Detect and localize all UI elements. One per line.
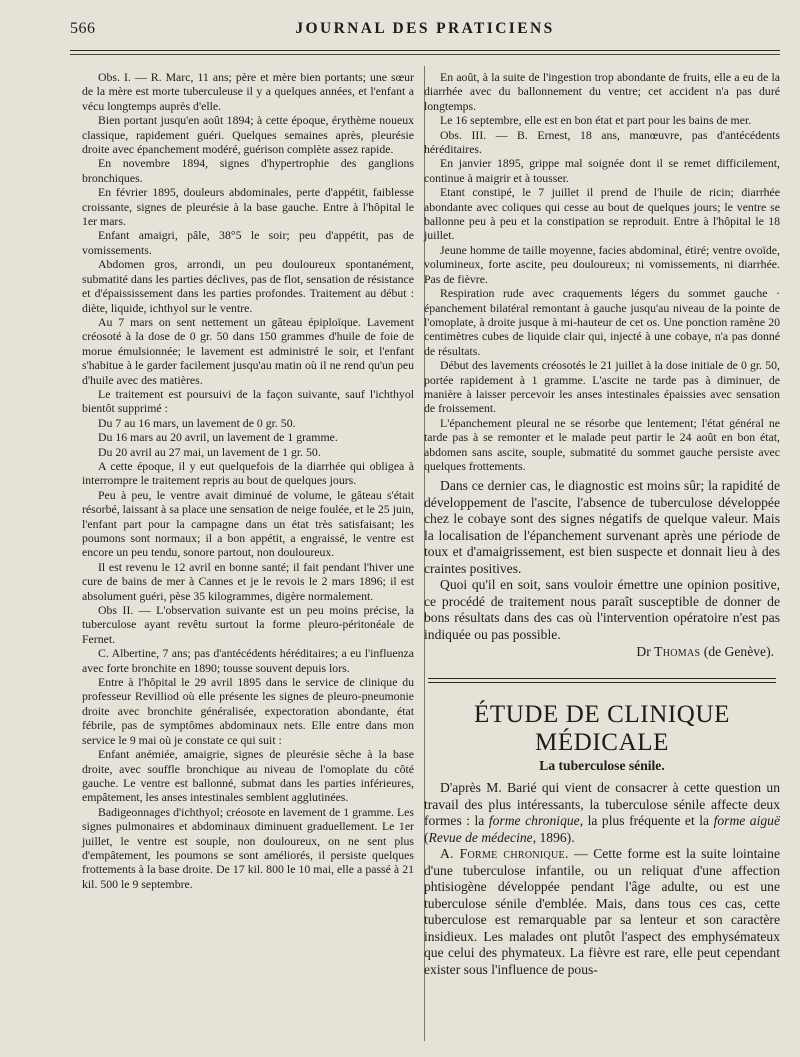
paragraph: Obs II. — L'observation suivante est un peu moins précise, la tuberculose ayant revêtu surtout la forme pleuro-péritonéale de Fernet.: [82, 603, 414, 646]
section-body: [424, 780, 780, 978]
paragraph: Obs. I. — R. Marc, 11 ans; père et mère bien portants; une sœur de la mère est morte tuberculeuse il y a quelques années, et l'enfant a vécu longtemps auprès d'elle.: [82, 70, 414, 113]
paragraph: Peu à peu, le ventre avait diminué de volume, le gâteau s'était résorbé, laissant à sa place une sensation de neige foulée, et le 25 juin, l'enfant part pour la campagne dans un état très satisfaisant; les poumons sont normaux; il a bon appétit, a engraissé, le ventre est encore un peu tendu, sonore partout, non douloureux.: [82, 487, 414, 560]
text-run: , la plus fréquente et la: [579, 813, 710, 829]
paragraph: Badigeonnages d'ichthyol; créosote en lavement de 1 gramme. Les signes pulmonaires et abdominaux diminuent graduellement. Le 1er juillet, le ventre est souple, non douloureux, on ne sent plus d'empâtement, les poumons se sont améliorés, il persiste quelques frottements à la base droite. De 17 kil. 800 le 10 mai, elle a passé à 21 kil. 500 le 9 septembre.: [82, 804, 414, 891]
conclusion: [424, 478, 780, 643]
paragraph: Du 16 mars au 20 avril, un lavement de 1 gramme.: [98, 430, 338, 445]
section-title: ÉTUDE DE CLINIQUE MÉDICALE: [474, 701, 730, 757]
subsection-label: A. Forme chronique.: [440, 846, 569, 862]
paragraph: Du 20 avril au 27 mai, un lavement de 1 gr. 50.: [98, 444, 321, 459]
paragraph: [424, 846, 780, 978]
header-rule-thin: [70, 54, 780, 55]
paragraph: En novembre 1894, signes d'hypertrophie des ganglions bronchiques.: [82, 156, 414, 185]
journal-title: JOURNAL DES PRATICIENS: [295, 20, 555, 37]
observation-continued: [424, 70, 780, 473]
paragraph: Le 16 septembre, elle est en bon état et part pour les bains de mer.: [440, 113, 752, 128]
paragraph: L'épanchement pleural ne se résorbe que lentement; l'état général ne tarde pas à se remonter et le malade peut partir le 24 août en bon état, abdomen sans ascite, souple, submatité du sommet gauche persiste avec quelques frottements.: [424, 415, 780, 473]
text-run: — Cette forme est la suite lointaine d'une tuberculose infantile, ou un reliquat d'une affection phtisiogène développée pendant l'âge adulte, ou est une tuberculose sénile d'emblée. Mais, dans tous ces cas, cette tuberculose est remarquable par sa lenteur et son caractère insidieux. Les malades ont plutôt l'aspect des emphysémateux que celui des phymateux. La fièvre est rare, elle peut cependant exister sous l'influence de pous-: [424, 846, 780, 977]
paragraph: Jeune homme de taille moyenne, facies abdominal, étiré; ventre ovoïde, volumineux, forte ascite, peu douloureux; ni vomissements, ni diarrhée. Pas de fièvre.: [424, 242, 780, 286]
text-run: D'après M. Barié qui vient de consacrer à cette question un travail des plus intéressants, la tuberculose sénile affecte deux formes : la: [424, 780, 780, 829]
section-subtitle: La tuberculose sénile.: [539, 758, 665, 774]
signature-place: (de Genève).: [703, 644, 774, 660]
header-rule: [70, 50, 780, 51]
paragraph: Enfant anémiée, amaigrie, signes de pleurésie sèche à la base droite, avec souffle bronchique au niveau de l'omoplate du côté gauche. Le ventre est ballonné, submat dans les parties inférieures, empâtement, les anses intestinales semblent agglutinées.: [82, 747, 414, 805]
paragraph: Abdomen gros, arrondi, un peu douloureux spontanément, submatité dans les parties déclives, pas de flot, sensation de résistance et d'épaississement dans les parties profondes. Traitement au début : diète, liquide, ichthyol sur le ventre.: [82, 257, 414, 315]
paragraph: Du 7 au 16 mars, un lavement de 0 gr. 50.: [98, 415, 296, 430]
paragraph: C. Albertine, 7 ans; pas d'antécédents héréditaires; a eu l'influenza avec forte bronchite en 1890; tousse souvent depuis lors.: [82, 646, 414, 675]
author-signature: [424, 643, 780, 660]
signature-prefix: Dr: [636, 644, 651, 660]
signature-name: Thomas: [654, 644, 701, 660]
paragraph: [424, 780, 780, 846]
paragraph: En février 1895, douleurs abdominales, perte d'appétit, faiblesse croissante, signes de pleurésie à la base gauche. Entre à l'hôpital le 1er mars.: [82, 185, 414, 229]
paragraph: Il est revenu le 12 avril en bonne santé; il fait pendant l'hiver une cure de bains de mer à Cannes et je le revois le 2 mars 1896; il est absolument guéri, pèse 35 kilogrammes, digère normalement.: [82, 559, 414, 603]
text-run: , 1896).: [532, 829, 575, 845]
emphasis: forme aiguë: [713, 813, 780, 829]
section-heading: [424, 678, 780, 757]
text-run: (: [424, 829, 429, 845]
paragraph: Obs. III. — B. Ernest, 18 ans, manœuvre, pas d'antécédents héréditaires.: [424, 127, 780, 157]
paragraph: Au 7 mars on sent nettement un gâteau épiploïque. Lavement créosoté à la dose de 0 gr. 50 dans 150 grammes d'huile de foie de morue émulsionnée; le lavement est administré le soir, et l'enfant s'habitue à le garder facilement jusqu'au matin où il ne rend qu'un peu d'huile avec des matières.: [82, 314, 414, 387]
paragraph: Début des lavements créosotés le 21 juillet à la dose initiale de 0 gr. 50, portée rapidement à 1 gramme. L'ascite ne tarde pas à diminuer, de manière à laisser percevoir les anses intestinales épaissies avec sensation de froissement.: [424, 358, 780, 416]
page-header: [70, 20, 780, 44]
emphasis: forme chronique: [488, 813, 580, 829]
right-column: [424, 70, 780, 978]
section-rule: [428, 678, 776, 683]
paragraph: A cette époque, il y eut quelquefois de la diarrhée qui obligea à interrompre le traitement repris au bout de quelques jours.: [82, 458, 414, 488]
emphasis: Revue de médecine: [428, 829, 533, 845]
paragraph: Le traitement est poursuivi de la façon suivante, sauf l'ichthyol bientôt supprimé :: [82, 386, 414, 416]
paragraph: Respiration rude avec craquements légers du sommet gauche · épanchement bilatéral remontant à gauche jusqu'au niveau de la pointe de l'omoplate, à droite jusque à mi-hauteur de cet os. Une ponction ramène 20 centimètres cubes de liquide clair qui, injecté à une cobaye, n'a pas donné de résultats.: [424, 286, 780, 358]
paragraph: Entre à l'hôpital le 29 avril 1895 dans le service de clinique du professeur Revilliod où elle présente les signes de pleuro-pneumonie droite avec bronchite généralisée, expectoration abondante, état fébrile, pas de symptômes abdominaux nets. Elle entre dans mon service le 9 mai où je constate ce qui suit :: [82, 675, 414, 747]
paragraph: Quoi qu'il en soit, sans vouloir émettre une opinion positive, ce procédé de traitement nous paraît susceptible de donner de bons résultats dans des cas où l'intervention opératoire n'est pas indiquée ou pas possible.: [424, 577, 780, 642]
paragraph: En janvier 1895, grippe mal soignée dont il se remet difficilement, continue à maigrir et à tousser.: [424, 156, 780, 185]
paragraph: Dans ce dernier cas, le diagnostic est moins sûr; la rapidité de développement de l'ascite, l'absence de tuberculose développée chez le cobaye sont des signes négatifs de quelque valeur. Mais la localisation de l'épanchement survenant après une période de toux et d'amaigrissement, est bien suspecte et donnait lieu à des craintes positives.: [424, 478, 780, 576]
left-column: [82, 70, 414, 891]
paragraph: En août, à la suite de l'ingestion trop abondante de fruits, elle a eu de la diarrhée avec du ballonnement du ventre; cet accident n'a pas duré longtemps.: [424, 70, 780, 113]
paragraph: Etant constipé, le 7 juillet il prend de l'huile de ricin; diarrhée abondante avec coliques qui cesse au bout de quelques jours; le ventre se ballonne peu à peu et la constipation se reproduit. Entre à l'hôpital le 18 juillet.: [424, 185, 780, 243]
page-number: 566: [70, 20, 96, 37]
paragraph: Bien portant jusqu'en août 1894; à cette époque, érythème noueux classique, rapidement guéri. Quelques semaines après, pleurésie droite avec épanchement modéré, guérison complète assez rapide.: [82, 113, 414, 157]
paragraph: Enfant amaigri, pâle, 38°5 le soir; peu d'appétit, pas de vomissements.: [82, 228, 414, 257]
